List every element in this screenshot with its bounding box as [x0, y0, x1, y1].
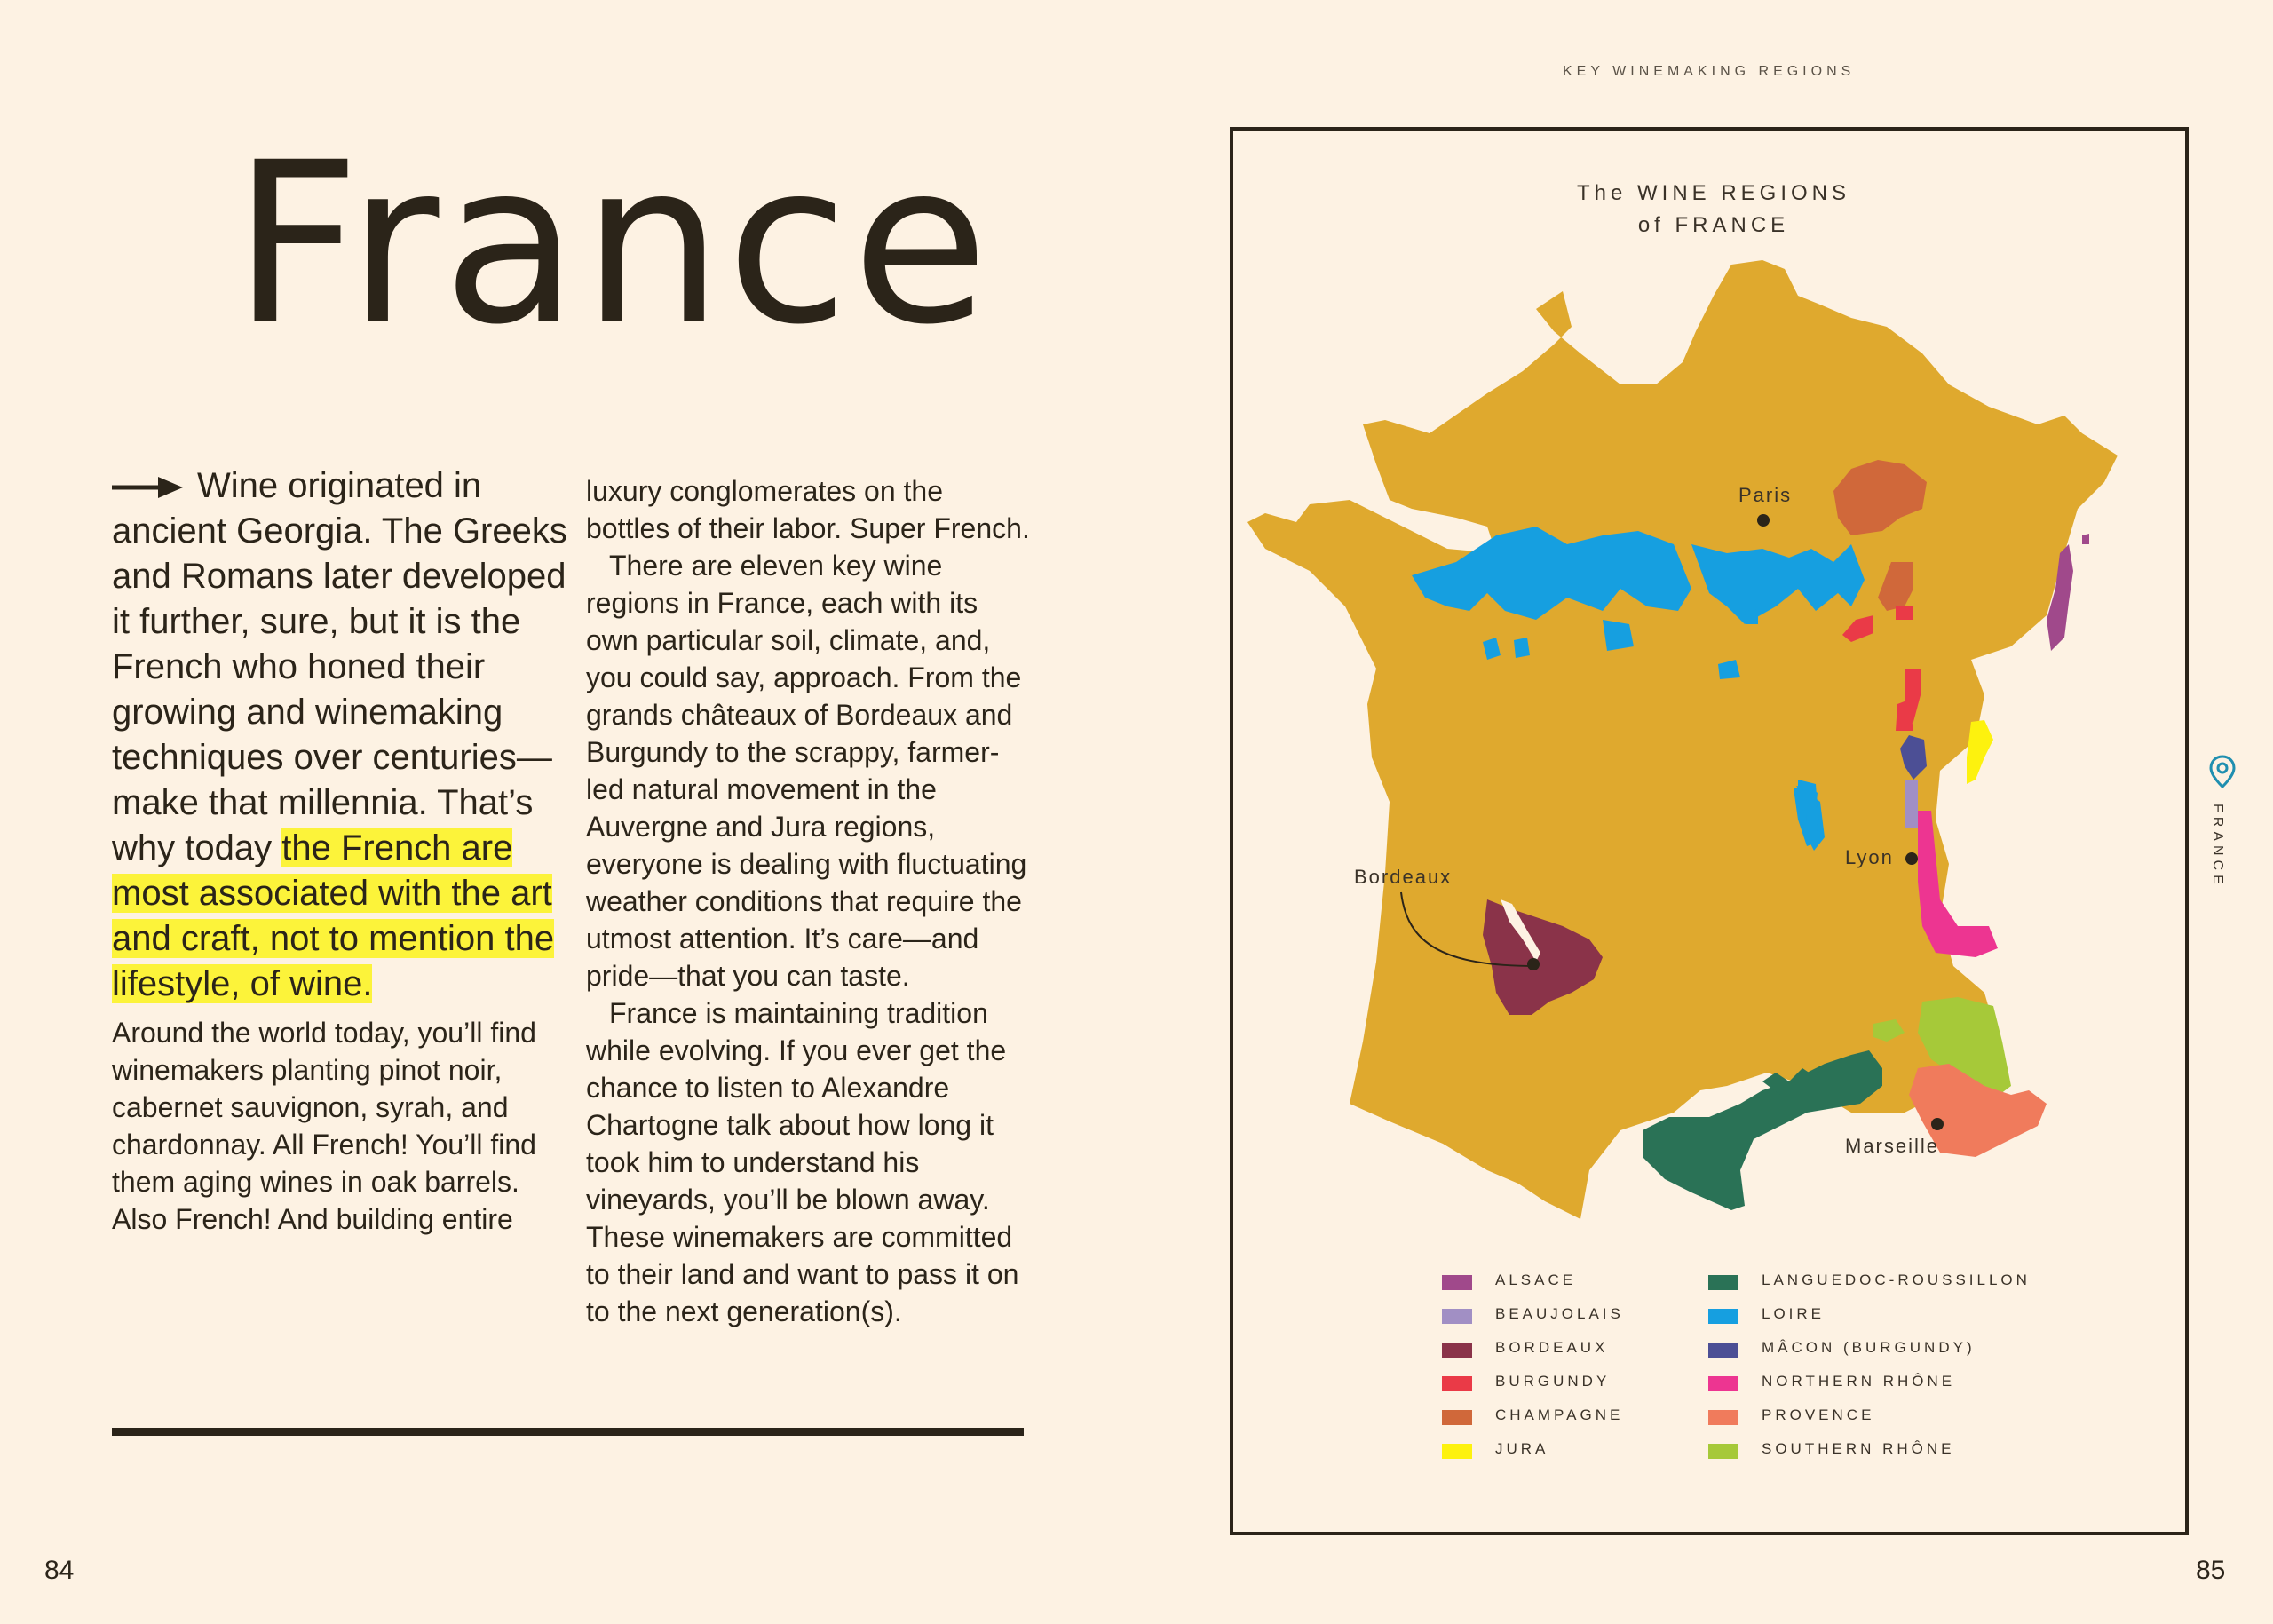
legend-label-jura: JURA	[1495, 1440, 1549, 1457]
legend-label-beaujolais: BEAUJOLAIS	[1495, 1305, 1624, 1322]
page-title: France	[233, 115, 993, 373]
city-label-marseille: Marseille	[1845, 1135, 1940, 1157]
burgundy-region-2	[1896, 606, 1913, 620]
city-label-lyon: Lyon	[1845, 846, 1894, 868]
legend-label-southern-rhone: SOUTHERN RHÔNE	[1762, 1440, 1955, 1457]
body-paragraph: Around the world today, you’ll find winemakers planting pinot noir, cabernet sauvignon, syrah, and chardonnay. All French! You’ll find them aging wines in oak barrels. Also French! And building entire	[112, 1017, 536, 1235]
arrow-right-icon	[112, 476, 183, 499]
page-number-right: 85	[2196, 1556, 2226, 1585]
body-text-left	[112, 1014, 574, 1238]
page-number-left: 84	[44, 1556, 75, 1585]
legend-label-alsace: ALSACE	[1495, 1271, 1577, 1288]
lyon-dot	[1905, 852, 1918, 865]
lead-text: Wine originated in ancient Georgia. The Greeks and Romans later developed it further, sure, but it is the French who honed their growing and winemaking techniques over centuries—make that millennia. That’s why today	[112, 466, 567, 867]
map-pin-icon	[2209, 755, 2236, 790]
loire-region-center-8	[1798, 784, 1811, 802]
legend-label-bordeaux: BORDEAUX	[1495, 1339, 1609, 1356]
legend-label-macon: MÂCON (BURGUNDY)	[1762, 1339, 1976, 1356]
marseille-dot	[1931, 1118, 1944, 1130]
legend-label-loire: LOIRE	[1762, 1305, 1826, 1322]
lead-paragraph	[112, 463, 574, 1007]
legend-label-languedoc: LANGUEDOC-ROUSSILLON	[1762, 1271, 2031, 1288]
map-title-line-1: The WINE REGIONS	[1576, 181, 1851, 205]
body-paragraph-2: There are eleven key wine regions in France, each with its own particular soil, climate, and, you could say, approach. From the grands châteaux of Bordeaux and Burgundy to the scrappy, farmer-led natural movement in the Auvergne and Jura regions, everyone is dealing with fluctuating weather conditions that require the utmost attention. It’s care—and pride—that you can taste.	[586, 550, 1027, 992]
alsace-region-north	[2082, 534, 2089, 544]
city-label-bordeaux: Bordeaux	[1354, 866, 1453, 888]
legend-swatch-beaujolais	[1442, 1309, 1472, 1324]
map-legend	[1442, 1271, 2063, 1467]
map-title-line-2: of FRANCE	[1637, 213, 1790, 237]
legend-label-provence: PROVENCE	[1762, 1406, 1875, 1423]
body-paragraph-3: France is maintaining tradition while evolving. If you ever get the chance to listen to Alexandre Chartogne talk about how long it took him to understand his vineyards, you’ll be blown away. These winemakers are committed to their land and want to pass it on to the next generation(s).	[586, 997, 1019, 1327]
running-head: KEY WINEMAKING REGIONS	[1563, 64, 1856, 79]
map-title	[1509, 178, 1918, 242]
legend-swatch-jura	[1442, 1444, 1472, 1459]
northern-rhone-region	[1918, 811, 1998, 957]
legend-label-burgundy: BURGUNDY	[1495, 1373, 1611, 1390]
legend-swatch-macon	[1708, 1343, 1738, 1358]
body-paragraph-1: luxury conglomerates on the bottles of their labor. Super French.	[586, 475, 1030, 544]
text-column-left	[112, 463, 574, 1238]
paris-dot	[1757, 514, 1770, 527]
legend-swatch-northern-rhone	[1708, 1376, 1738, 1391]
legend-swatch-languedoc	[1708, 1275, 1738, 1290]
legend-swatch-bordeaux	[1442, 1343, 1472, 1358]
legend-label-champagne: CHAMPAGNE	[1495, 1406, 1624, 1423]
city-label-paris: Paris	[1738, 484, 1793, 506]
jura-region	[1967, 720, 1993, 784]
legend-swatch-alsace	[1442, 1275, 1472, 1290]
lead-highlight: the French are most associated with the art and craft, not to mention the lifestyle, of wine.	[112, 828, 555, 1003]
legend-swatch-champagne	[1442, 1410, 1472, 1425]
section-divider	[112, 1428, 1024, 1436]
legend-swatch-loire	[1708, 1309, 1738, 1324]
side-tab-label: FRANCE	[2210, 804, 2225, 889]
text-column-right	[586, 472, 1034, 1330]
legend-swatch-burgundy	[1442, 1376, 1472, 1391]
legend-swatch-provence	[1708, 1410, 1738, 1425]
bordeaux-dot	[1527, 958, 1540, 970]
beaujolais-region	[1905, 780, 1918, 828]
legend-label-northern-rhone: NORTHERN RHÔNE	[1762, 1373, 1956, 1390]
legend-swatch-southern-rhone	[1708, 1444, 1738, 1459]
